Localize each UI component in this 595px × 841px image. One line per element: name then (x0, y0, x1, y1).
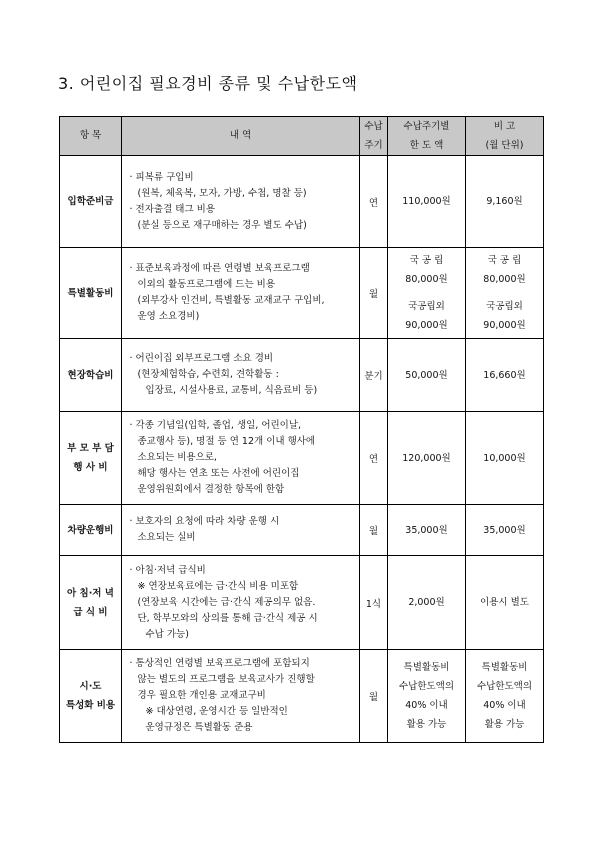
header-cycle: 수납 주기 (360, 117, 388, 156)
row-gap-cell (122, 339, 130, 412)
row-limit: 110,000원 (388, 156, 466, 248)
detail-line: · 보호자의 요청에 따라 차량 운행 시 (129, 516, 280, 527)
row-cycle: 월 (360, 248, 388, 339)
detail-line: ※ 연장보육료에는 급·간식 비용 미포함 (137, 580, 299, 592)
row-gap-cell (122, 556, 130, 650)
row-note: 16,660원 (466, 339, 544, 412)
detail-line: (외부강사 인건비, 특별활동 교재교구 구입비, (137, 295, 325, 306)
row-limit: 2,000원 (388, 556, 466, 650)
row-limit: 국 공 립 80,000원 국공립외 90,000원 (388, 248, 466, 339)
table-row (60, 505, 544, 556)
row-detail (130, 556, 360, 650)
row-detail (130, 339, 360, 412)
row-cycle: 연 (360, 412, 388, 505)
row-detail (130, 412, 360, 505)
table-row (60, 248, 544, 339)
row-limit: 특별활동비 수납한도액의 40% 이내 활용 가능 (388, 650, 466, 743)
row-item-name: 아 침·저 녁 급 식 비 (60, 556, 122, 650)
row-note: 특별활동비 수납한도액의 40% 이내 활용 가능 (466, 650, 544, 743)
detail-line: (연장보육 시간에는 급·간식 제공의무 없음. (137, 596, 316, 608)
row-item-name: 차량운행비 (60, 505, 122, 556)
detail-line: (현장체험학습, 수련회, 견학활동 : (137, 369, 279, 380)
table-row (60, 339, 544, 412)
row-note: 10,000원 (466, 412, 544, 505)
row-detail (130, 505, 360, 556)
row-item-name: 현장학습비 (60, 339, 122, 412)
row-detail (130, 248, 360, 339)
detail-line: 수납 가능) (145, 628, 189, 640)
header-note: 비 고 (월 단위) (466, 117, 544, 156)
header-item: 항 목 (60, 117, 122, 156)
row-gap-cell (122, 650, 130, 743)
detail-line: 해당 행사는 연초 또는 사전에 어린이집 (137, 468, 300, 479)
detail-line: 소요되는 비용으로, (137, 452, 217, 463)
detail-line: ※ 대상연령, 운영시간 등 일반적인 (145, 706, 288, 717)
row-cycle: 분기 (360, 339, 388, 412)
detail-line: 운영 소요경비) (137, 311, 200, 322)
row-limit: 50,000원 (388, 339, 466, 412)
row-gap-cell (122, 412, 130, 505)
row-note: 9,160원 (466, 156, 544, 248)
detail-line: · 표준보육과정에 따른 연령별 보육프로그램 (129, 263, 310, 274)
row-cycle: 월 (360, 650, 388, 743)
row-gap-cell (122, 505, 130, 556)
detail-line: 입장료, 시설사용료, 교통비, 식음료비 등) (145, 385, 318, 396)
detail-line: · 피복류 구입비 (129, 171, 194, 183)
detail-line: 이외의 활동프로그램에 드는 비용 (137, 279, 276, 290)
row-limit: 120,000원 (388, 412, 466, 505)
fee-table (59, 116, 544, 743)
row-item-name: 부 모 부 담 행 사 비 (60, 412, 122, 505)
row-item-name: 시·도 특성화 비용 (60, 650, 122, 743)
detail-line: (원복, 체육복, 모자, 가방, 수첩, 명찰 등) (137, 187, 307, 199)
row-note: 국 공 립 80,000원 국공립외 90,000원 (466, 248, 544, 339)
detail-line: 경우 필요한 개인용 교재교구비 (137, 690, 266, 701)
detail-line: 않는 별도의 프로그램을 보육교사가 진행할 (137, 674, 315, 685)
table-row (60, 556, 544, 650)
row-gap-cell (122, 156, 130, 248)
row-gap-cell (122, 248, 130, 339)
detail-line: 소요되는 실비 (137, 532, 196, 543)
row-note: 35,000원 (466, 505, 544, 556)
detail-line: (분실 등으로 재구매하는 경우 별도 수납) (137, 219, 307, 231)
row-item-name: 입학준비금 (60, 156, 122, 248)
detail-line: 운영규정은 특별활동 준용 (145, 722, 253, 733)
table-row (60, 412, 544, 505)
table-header-row (60, 117, 544, 156)
detail-line: · 어린이집 외부프로그램 소요 경비 (129, 353, 274, 364)
row-note: 이용시 별도 (466, 556, 544, 650)
detail-line: · 아침·저녁 급식비 (129, 564, 206, 576)
table-row (60, 650, 544, 743)
row-limit: 35,000원 (388, 505, 466, 556)
row-detail (130, 156, 360, 248)
detail-line: · 각종 기념일(입학, 졸업, 생일, 어린이날, (129, 420, 302, 431)
section-title: 3. 어린이집 필요경비 종류 및 수납한도액 (58, 74, 358, 93)
detail-line: 단, 학부모와의 상의를 통해 급·간식 제공 시 (137, 612, 318, 624)
detail-line: · 통상적인 연령별 보육프로그램에 포함되지 (129, 658, 310, 669)
header-limit: 수납주기별 한 도 액 (388, 117, 466, 156)
detail-line: · 전자출결 태그 비용 (129, 203, 215, 215)
row-cycle: 월 (360, 505, 388, 556)
row-item-name: 특별활동비 (60, 248, 122, 339)
header-detail: 내 역 (122, 117, 360, 156)
table-row (60, 156, 544, 248)
detail-line: 종교행사 등), 명절 등 연 12개 이내 행사에 (137, 436, 316, 447)
detail-line: 운영위원회에서 결정한 항목에 한함 (137, 484, 285, 495)
row-cycle: 연 (360, 156, 388, 248)
row-cycle: 1식 (360, 556, 388, 650)
row-detail (130, 650, 360, 743)
